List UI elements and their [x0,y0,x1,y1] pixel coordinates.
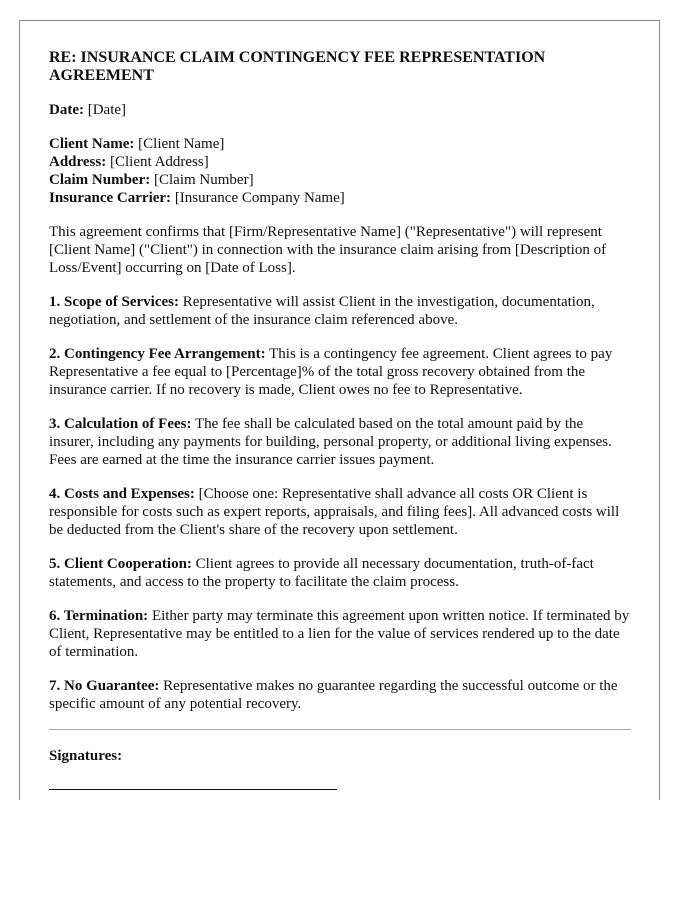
section-body: The fee shall be calculated based on the total amount paid by the insurer, including any payments for building, personal property, or additional living expenses. Fees are earned at the time the insurance carrier issues payment. [49,416,612,468]
section-divider [49,729,631,730]
section-body: [Choose one: Representative shall advance all costs OR Client is responsible for costs such as expert reports, appraisals, and filing fees]. All advanced costs will be deducted from the Client's share of the recovery upon settlement. [49,486,620,538]
section-body: Representative will assist Client in the investigation, documentation, negotiation, and settlement of the insurance claim referenced above. [49,294,595,328]
address-line [49,153,631,171]
section-client-cooperation [49,555,631,591]
section-heading: 3. Calculation of Fees: [49,416,192,432]
intro-paragraph: This agreement confirms that [Firm/Representative Name] ("Representative") will represent [Client Name] ("Client") in connection with the insurance claim arising from [Description of Loss/Event] occurring on [Date of Loss]. [49,224,607,276]
section-body: This is a contingency fee agreement. Client agrees to pay Representative a fee equal to [Percentage]% of the total gross recovery obtained from the insurance carrier. If no recovery is made, Client owes no fee to Representative. [49,346,613,398]
section-scope-of-services [49,293,631,329]
section-heading: 7. No Guarantee: [49,678,160,694]
section-heading: 6. Termination: [49,608,149,624]
insurance-carrier-label: Insurance Carrier: [49,190,172,206]
document-page [19,20,660,800]
claim-number-value: [Claim Number] [154,172,254,188]
section-termination [49,607,631,661]
section-calculation-of-fees [49,415,631,469]
section-contingency-fee [49,345,631,399]
section-heading: 4. Costs and Expenses: [49,486,195,502]
date-block [49,101,631,119]
insurance-carrier-line [49,189,631,207]
section-body: Either party may terminate this agreement upon written notice. If terminated by Client, Representative may be entitled to a lien for the value of services rendered up to the date of termination. [49,608,630,660]
date-line [49,101,631,119]
section-no-guarantee [49,677,631,713]
document-title: RE: INSURANCE CLAIM CONTINGENCY FEE REPRESENTATION AGREEMENT [49,49,546,84]
section-body: Client agrees to provide all necessary documentation, truth-of-fact statements, and access to the property to facilitate the claim process. [49,556,594,590]
address-label: Address: [49,154,107,170]
date-value: [Date] [87,102,127,118]
client-info-block [49,135,631,207]
client-name-label: Client Name: [49,136,135,152]
signature-line [49,765,337,790]
signatures-heading: Signatures: [49,748,123,764]
insurance-carrier-value: [Insurance Company Name] [174,190,345,206]
claim-number-line [49,171,631,189]
section-heading: 2. Contingency Fee Arrangement: [49,346,266,362]
client-name-value: [Client Name] [138,136,225,152]
section-costs-and-expenses [49,485,631,539]
claim-number-label: Claim Number: [49,172,151,188]
client-name-line [49,135,631,153]
date-label: Date: [49,102,84,118]
section-heading: 5. Client Cooperation: [49,556,192,572]
address-value: [Client Address] [109,154,209,170]
section-heading: 1. Scope of Services: [49,294,179,310]
section-body: Representative makes no guarantee regarding the successful outcome or the specific amount of any potential recovery. [49,678,618,712]
